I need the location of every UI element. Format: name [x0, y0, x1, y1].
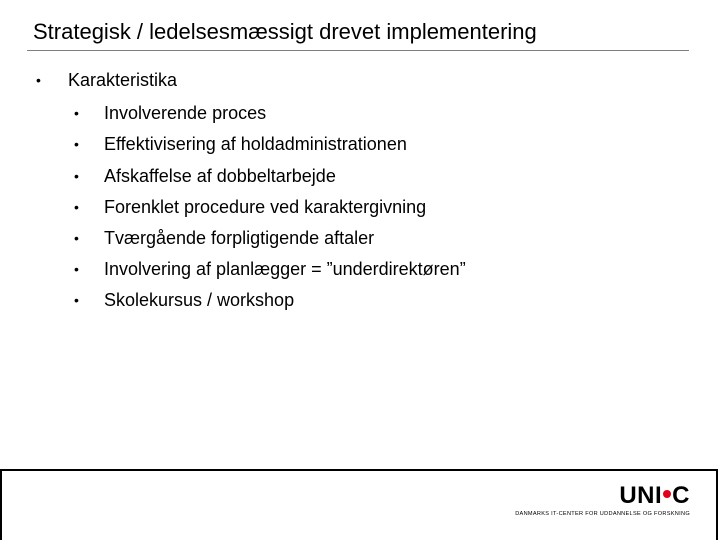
slide-title: Strategisk / ledelsesmæssigt drevet implementering — [33, 19, 537, 44]
bullet-marker: • — [74, 199, 79, 215]
bullet-text: Karakteristika — [68, 70, 178, 90]
sub-bullet-text: Afskaffelse af dobbeltarbejde — [104, 166, 336, 186]
sub-bullet-text: Involverende proces — [104, 103, 267, 123]
bullet-marker: • — [74, 261, 79, 277]
title-divider — [27, 50, 689, 51]
logo-dot-icon — [663, 490, 671, 498]
bullet-marker: • — [74, 136, 79, 152]
bullet-marker: • — [74, 105, 79, 121]
bullet-marker: • — [74, 168, 79, 184]
logo-text-c: C — [672, 482, 690, 509]
sub-bullet-text: Effektivisering af holdadministrationen — [104, 134, 407, 154]
unic-logo — [500, 484, 690, 524]
bullet-marker: • — [36, 72, 41, 88]
logo-text-uni: UNI — [619, 482, 663, 509]
bullet-marker: • — [74, 230, 79, 246]
logo-wordmark — [619, 484, 690, 508]
sub-bullet-text: Tværgående forpligtigende aftaler — [104, 228, 375, 248]
sub-bullet-text: Involvering af planlægger = ”underdirektøren” — [104, 259, 466, 279]
logo-tagline: DANMARKS IT-CENTER FOR UDDANNELSE OG FORSKNING — [515, 511, 690, 517]
bullet-marker: • — [74, 292, 79, 308]
sub-bullet-text: Forenklet procedure ved karaktergivning — [104, 197, 427, 217]
sub-bullet-text: Skolekursus / workshop — [104, 290, 295, 310]
